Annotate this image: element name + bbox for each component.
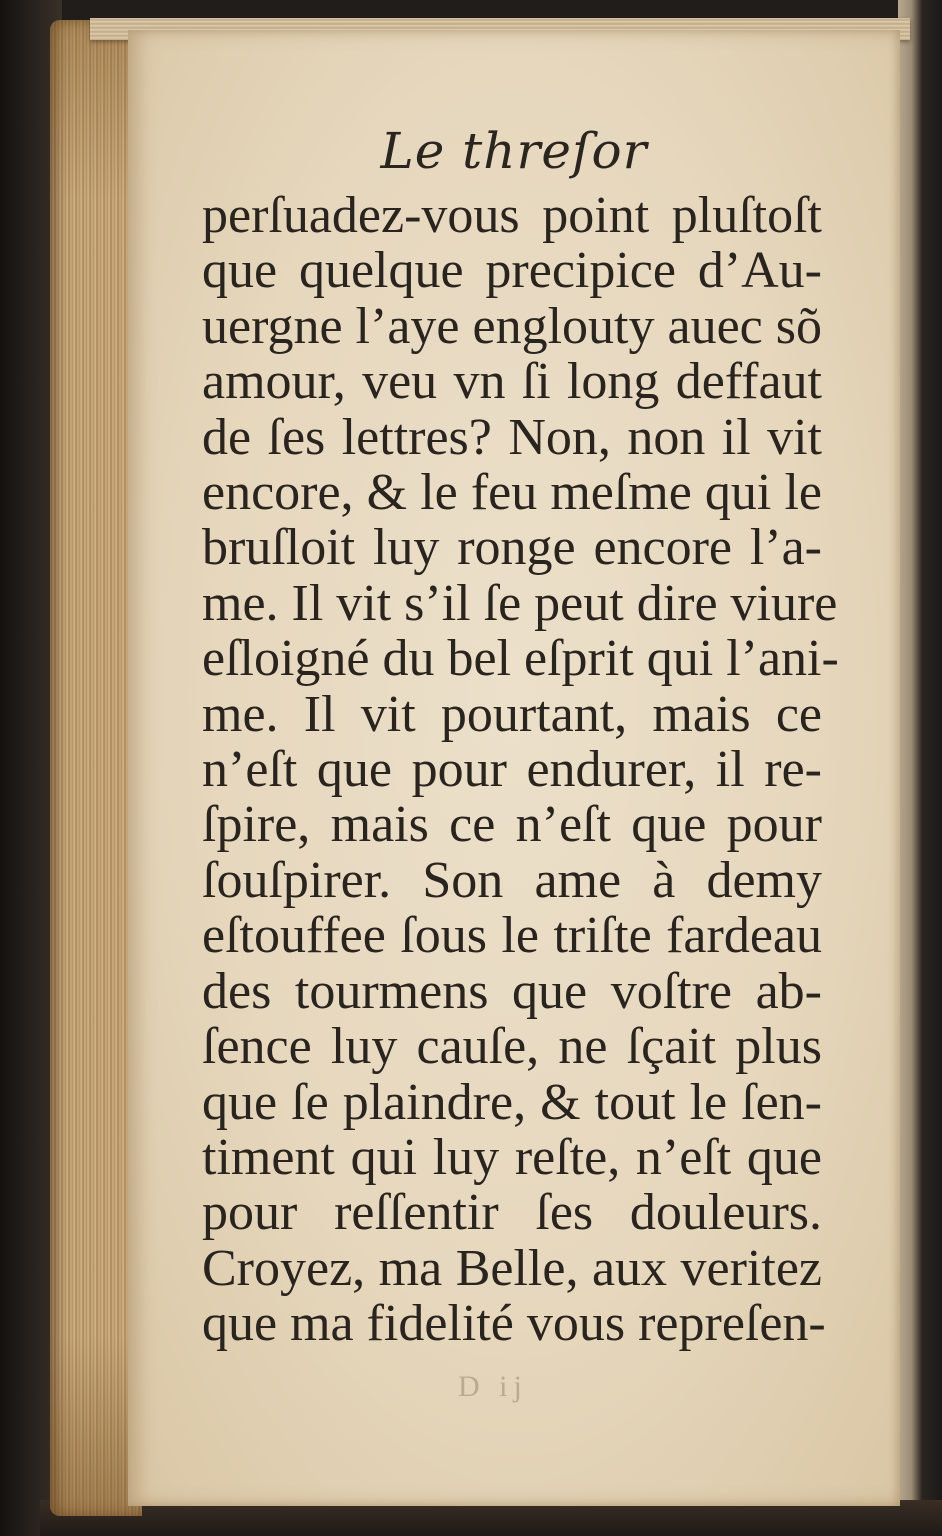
text-line: me. Il vit s’il ſe peut dire viure — [202, 574, 838, 632]
text-block — [202, 187, 839, 1353]
text-line: timent qui luy reſte, n’eſt que — [202, 1128, 822, 1186]
text-line: ſence luy cauſe, ne ſçait plus — [202, 1018, 822, 1076]
text-line: pour reſſentir ſes douleurs. — [202, 1184, 822, 1242]
text-line: perſuadez-vous point pluſtoſt — [202, 187, 822, 244]
right-page-edge — [898, 0, 942, 1536]
text-line: ſpire, mais ce n’eſt que pour — [202, 796, 822, 854]
text-line: ſouſpirer. Son ame à demy — [202, 851, 822, 909]
text-line: eſtouffee ſous le triſte fardeau — [202, 907, 822, 965]
text-line: amour, veu vn ſi long deffaut — [202, 353, 822, 411]
text-line: eſloigné du bel eſprit qui l’ani- — [202, 630, 839, 688]
text-line: de ſes lettres? Non, non il vit — [202, 408, 822, 466]
text-line: Croyez, ma Belle, aux veritez — [202, 1239, 822, 1297]
text-line: que quelque precipice d’Au- — [202, 242, 822, 300]
text-line: n’eſt que pour endurer, il re- — [202, 741, 822, 799]
text-line: uergne l’aye englouty auec sõ — [202, 297, 822, 355]
text-line: encore, & le feu meſme qui le — [202, 464, 822, 522]
text-line: des tourmens que voſtre ab- — [202, 962, 822, 1020]
signature-mark: D ij — [458, 1370, 528, 1403]
text-line: me. Il vit pourtant, mais ce — [202, 685, 822, 743]
text-line: que ſe plaindre, & tout le ſen- — [202, 1073, 822, 1131]
text-line: que ma fidelité vous repreſen- — [202, 1295, 826, 1353]
running-head: Le threſor — [380, 122, 648, 180]
text-line: bruſloit luy ronge encore l’a- — [202, 519, 822, 577]
book-page — [128, 30, 900, 1506]
